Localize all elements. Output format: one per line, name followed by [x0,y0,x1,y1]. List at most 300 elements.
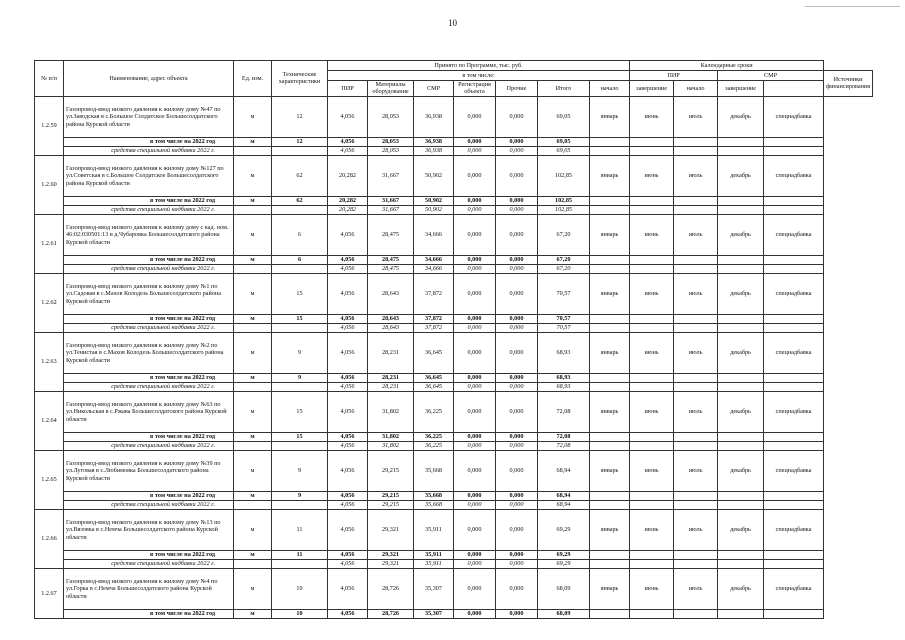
value-cell-src: спецнадбавка [764,214,824,255]
empty-cell [590,314,630,323]
col-unit-header: Ед. изм. [234,61,272,97]
empty-cell [590,146,630,155]
empty-cell [764,373,824,382]
value-cell-mat: 31,667 [368,155,414,196]
col-num-header: № п/п [35,61,64,97]
value-cell-other: 0,000 [496,509,538,550]
subtotal-row [35,491,873,500]
subtotal-other: 0,000 [496,373,538,382]
subtotal-total: 68,93 [538,373,590,382]
empty-cell [630,609,674,618]
value-cell-mat: 28,475 [368,214,414,255]
empty-cell [590,559,630,568]
empty-cell [674,500,718,509]
surcharge-pir: 4,056 [328,441,368,450]
value-cell-reg: 0,000 [454,214,496,255]
col-registration-header: Регистрация объекта [454,81,496,97]
subtotal-total: 70,57 [538,314,590,323]
subtotal-unit: м [234,609,272,618]
surcharge-reg: 0,000 [454,323,496,332]
surcharge-total: 67,20 [538,264,590,273]
subtotal-total: 68,09 [538,609,590,618]
empty-cell [674,196,718,205]
empty-cell [590,382,630,391]
subtotal-mat: 29,215 [368,491,414,500]
object-row [35,273,873,314]
value-cell-src: спецнадбавка [764,568,824,609]
subtotal-label: в том числе на 2022 год [64,550,234,559]
surcharge-other: 0,000 [496,382,538,391]
subtotal-qty: 9 [272,373,328,382]
empty-cell [674,255,718,264]
subtotal-reg: 0,000 [454,196,496,205]
empty-cell [630,255,674,264]
subtotal-pir: 4,056 [328,373,368,382]
empty-cell [590,323,630,332]
surcharge-other: 0,000 [496,264,538,273]
empty-cell [718,196,764,205]
empty-cell [590,550,630,559]
subtotal-unit: м [234,196,272,205]
empty-cell [630,559,674,568]
subtotal-unit: м [234,255,272,264]
surcharge-smr: 36,225 [414,441,454,450]
unit-cell: м [234,273,272,314]
surcharge-reg: 0,000 [454,146,496,155]
surcharge-row [35,264,873,273]
subtotal-total: 102,85 [538,196,590,205]
surcharge-reg: 0,000 [454,559,496,568]
value-cell-mat: 31,802 [368,391,414,432]
surcharge-mat: 31,802 [368,441,414,450]
empty-cell [590,264,630,273]
surcharge-label: средства специальной надбавки 2022 г. [64,559,234,568]
empty-cell [630,373,674,382]
empty-cell [674,441,718,450]
value-cell-s1: январь [590,391,630,432]
value-cell-smr: 36,645 [414,332,454,373]
value-cell-e1: июнь [630,214,674,255]
empty-cell [764,314,824,323]
surcharge-total: 69,29 [538,559,590,568]
surcharge-label: средства специальной надбавки 2022 г. [64,264,234,273]
value-cell-s1: январь [590,568,630,609]
subtotal-qty: 9 [272,491,328,500]
empty-cell [764,196,824,205]
value-cell-smr: 35,307 [414,568,454,609]
value-cell-s1: январь [590,509,630,550]
empty-cell [630,323,674,332]
quantity-cell: 9 [272,332,328,373]
header-row-1 [35,61,873,71]
object-row [35,96,873,137]
empty-cell [764,491,824,500]
subtotal-qty: 15 [272,314,328,323]
value-cell-smr: 34,666 [414,214,454,255]
empty-cell [674,314,718,323]
subtotal-other: 0,000 [496,550,538,559]
object-row [35,214,873,255]
empty-cell [764,550,824,559]
surcharge-pir: 4,056 [328,264,368,273]
empty-cell [272,441,328,450]
empty-cell [272,559,328,568]
subtotal-other: 0,000 [496,137,538,146]
empty-cell [674,323,718,332]
surcharge-total: 68,93 [538,382,590,391]
surcharge-total: 70,57 [538,323,590,332]
empty-cell [674,491,718,500]
object-row [35,391,873,432]
subtotal-unit: м [234,137,272,146]
surcharge-reg: 0,000 [454,382,496,391]
subtotal-row [35,137,873,146]
empty-cell [590,441,630,450]
value-cell-s2: июль [674,96,718,137]
surcharge-label: средства специальной надбавки 2022 г. [64,205,234,214]
value-cell-smr: 36,225 [414,391,454,432]
cal-smr-header: СМР [718,71,824,81]
object-name: Газопровод-ввод низкого давления к жилому дому №39 по ул.Луговая в с.Любимовка Большесолдатского района Курской области [64,450,234,491]
value-cell-src: спецнадбавка [764,509,824,550]
quantity-cell: 9 [272,450,328,491]
subtotal-smr: 37,872 [414,314,454,323]
row-number: 1.2.67 [35,568,64,618]
empty-cell [764,137,824,146]
value-cell-s2: июль [674,273,718,314]
empty-cell [590,373,630,382]
page-number: 10 [448,18,457,28]
value-cell-src: спецнадбавка [764,450,824,491]
surcharge-row [35,146,873,155]
subtotal-label: в том числе на 2022 год [64,255,234,264]
object-name: Газопровод-ввод низкого давления к жилому дому №47 по ул.Заводская в с.Большое Солдатское Большесолдатского района Курской области [64,96,234,137]
subtotal-qty: 10 [272,609,328,618]
value-cell-pir: 4,056 [328,273,368,314]
empty-cell [764,146,824,155]
subtotal-pir: 4,056 [328,432,368,441]
empty-cell [630,314,674,323]
value-cell-reg: 0,000 [454,155,496,196]
subtotal-smr: 35,668 [414,491,454,500]
value-cell-pir: 4,056 [328,509,368,550]
value-cell-mat: 29,215 [368,450,414,491]
surcharge-smr: 35,668 [414,500,454,509]
subtotal-other: 0,000 [496,196,538,205]
surcharge-mat: 28,231 [368,382,414,391]
col-tech-header: Технические характеристики [272,61,328,97]
empty-cell [674,609,718,618]
subtotal-unit: м [234,432,272,441]
subtotal-other: 0,000 [496,432,538,441]
value-cell-smr: 36,938 [414,96,454,137]
value-cell-smr: 35,911 [414,509,454,550]
value-cell-other: 0,000 [496,450,538,491]
value-cell-total: 69,29 [538,509,590,550]
value-cell-total: 102,85 [538,155,590,196]
surcharge-pir: 4,056 [328,146,368,155]
subtotal-pir: 4,056 [328,609,368,618]
surcharge-total: 68,94 [538,500,590,509]
value-cell-pir: 4,056 [328,450,368,491]
object-name: Газопровод-ввод низкого давления к жилому дому №63 по ул.Никольская в с.Ржава Большесолдатского района Курской области [64,391,234,432]
value-cell-s2: июль [674,214,718,255]
subtotal-mat: 28,053 [368,137,414,146]
object-name: Газопровод-ввод низкого давления к жилому дому №4 по ул.Горка в с.Немча Большесолдатского района Курской области [64,568,234,609]
empty-cell [718,432,764,441]
surcharge-other: 0,000 [496,441,538,450]
subtotal-pir: 20,282 [328,196,368,205]
value-cell-e2: декабрь [718,332,764,373]
subtotal-total: 67,20 [538,255,590,264]
value-cell-e2: декабрь [718,96,764,137]
subtotal-smr: 34,666 [414,255,454,264]
surcharge-smr: 34,666 [414,264,454,273]
subtotal-row [35,196,873,205]
empty-cell [234,264,272,273]
subtotal-qty: 62 [272,196,328,205]
value-cell-e2: декабрь [718,450,764,491]
empty-cell [764,205,824,214]
subtotal-reg: 0,000 [454,314,496,323]
value-cell-reg: 0,000 [454,332,496,373]
surcharge-row [35,559,873,568]
empty-cell [272,205,328,214]
value-cell-src: спецнадбавка [764,273,824,314]
subtotal-mat: 28,643 [368,314,414,323]
subtotal-row [35,373,873,382]
value-cell-src: спецнадбавка [764,96,824,137]
surcharge-mat: 28,053 [368,146,414,155]
empty-cell [590,609,630,618]
empty-cell [718,323,764,332]
value-cell-e2: декабрь [718,509,764,550]
value-cell-pir: 4,056 [328,96,368,137]
subtotal-total: 68,94 [538,491,590,500]
value-cell-e1: июнь [630,96,674,137]
row-number: 1.2.60 [35,155,64,214]
empty-cell [630,205,674,214]
value-cell-mat: 28,726 [368,568,414,609]
surcharge-reg: 0,000 [454,264,496,273]
object-row [35,450,873,491]
quantity-cell: 6 [272,214,328,255]
table-body [35,96,873,618]
quantity-cell: 62 [272,155,328,196]
subtotal-mat: 31,802 [368,432,414,441]
subtotal-mat: 29,321 [368,550,414,559]
value-cell-e1: июнь [630,332,674,373]
surcharge-row [35,205,873,214]
surcharge-pir: 4,056 [328,323,368,332]
empty-cell [674,205,718,214]
subtotal-pir: 4,056 [328,255,368,264]
subtotal-unit: м [234,550,272,559]
subtotal-row [35,314,873,323]
col-pir-header: ПИР [328,81,368,97]
subtotal-pir: 4,056 [328,491,368,500]
empty-cell [234,441,272,450]
empty-cell [718,559,764,568]
value-cell-s1: январь [590,332,630,373]
top-edge-rule [805,6,900,7]
value-cell-pir: 4,056 [328,391,368,432]
subtotal-total: 72,08 [538,432,590,441]
value-cell-s2: июль [674,155,718,196]
value-cell-pir: 4,056 [328,214,368,255]
empty-cell [718,314,764,323]
subtotal-unit: м [234,314,272,323]
subtotal-smr: 36,938 [414,137,454,146]
subtotal-smr: 36,225 [414,432,454,441]
value-cell-s2: июль [674,332,718,373]
subtotal-mat: 31,667 [368,196,414,205]
subtotal-row [35,432,873,441]
subtotal-label: в том числе на 2022 год [64,373,234,382]
empty-cell [674,432,718,441]
value-cell-e2: декабрь [718,273,764,314]
row-number: 1.2.66 [35,509,64,568]
subtotal-reg: 0,000 [454,550,496,559]
empty-cell [764,441,824,450]
subtotal-row [35,609,873,618]
surcharge-smr: 36,938 [414,146,454,155]
subtotal-label: в том числе на 2022 год [64,314,234,323]
empty-cell [234,500,272,509]
value-cell-total: 70,57 [538,273,590,314]
value-cell-other: 0,000 [496,96,538,137]
col-name-header: Наименование, адрес объекта [64,61,234,97]
empty-cell [764,559,824,568]
subtotal-reg: 0,000 [454,491,496,500]
subtotal-label: в том числе на 2022 год [64,609,234,618]
surcharge-row [35,441,873,450]
surcharge-row [35,500,873,509]
surcharge-mat: 28,475 [368,264,414,273]
value-cell-other: 0,000 [496,391,538,432]
empty-cell [718,137,764,146]
subtotal-other: 0,000 [496,491,538,500]
object-name: Газопровод-ввод низкого давления к жилому дому №13 по ул.Вязовка в с.Немча Большесолдатского района Курской области [64,509,234,550]
unit-cell: м [234,155,272,196]
empty-cell [234,382,272,391]
value-cell-s2: июль [674,568,718,609]
unit-cell: м [234,509,272,550]
value-cell-src: спецнадбавка [764,391,824,432]
empty-cell [764,432,824,441]
value-cell-reg: 0,000 [454,450,496,491]
value-cell-total: 68,09 [538,568,590,609]
surcharge-other: 0,000 [496,559,538,568]
object-name: Газопровод-ввод низкого давления к жилому дому №1 по ул.Садовая в с.Махов Колодезь Большесолдатского района Курской области [64,273,234,314]
subtotal-reg: 0,000 [454,432,496,441]
empty-cell [590,432,630,441]
row-number: 1.2.62 [35,273,64,332]
subtotal-qty: 15 [272,432,328,441]
subtotal-reg: 0,000 [454,137,496,146]
surcharge-smr: 36,645 [414,382,454,391]
value-cell-mat: 28,053 [368,96,414,137]
surcharge-pir: 4,056 [328,500,368,509]
value-cell-total: 67,20 [538,214,590,255]
empty-cell [590,255,630,264]
empty-cell [630,432,674,441]
empty-cell [272,323,328,332]
empty-cell [718,609,764,618]
value-cell-reg: 0,000 [454,391,496,432]
row-number: 1.2.61 [35,214,64,273]
surcharge-total: 72,08 [538,441,590,450]
empty-cell [718,382,764,391]
object-row [35,155,873,196]
subtotal-unit: м [234,491,272,500]
value-cell-reg: 0,000 [454,568,496,609]
col-smr-end-header: завершение [718,81,764,97]
subtotal-label: в том числе на 2022 год [64,432,234,441]
subtotal-smr: 35,911 [414,550,454,559]
surcharge-mat: 31,667 [368,205,414,214]
empty-cell [590,137,630,146]
value-cell-s2: июль [674,450,718,491]
empty-cell [718,441,764,450]
subtotal-smr: 50,902 [414,196,454,205]
value-cell-e1: июнь [630,391,674,432]
value-cell-s1: январь [590,450,630,491]
subtotal-pir: 4,056 [328,550,368,559]
surcharge-other: 0,000 [496,205,538,214]
empty-cell [674,146,718,155]
value-cell-e1: июнь [630,450,674,491]
value-cell-pir: 4,056 [328,568,368,609]
unit-cell: м [234,391,272,432]
object-row [35,568,873,609]
value-cell-s1: январь [590,96,630,137]
col-materials-header: Материалы оборудование [368,81,414,97]
surcharge-smr: 35,911 [414,559,454,568]
surcharge-pir: 4,056 [328,559,368,568]
value-cell-other: 0,000 [496,214,538,255]
unit-cell: м [234,214,272,255]
surcharge-total: 102,85 [538,205,590,214]
quantity-cell: 15 [272,391,328,432]
surcharge-reg: 0,000 [454,500,496,509]
surcharge-mat: 29,215 [368,500,414,509]
empty-cell [272,382,328,391]
subtotal-mat: 28,726 [368,609,414,618]
value-cell-total: 69,05 [538,96,590,137]
empty-cell [630,500,674,509]
value-cell-e1: июнь [630,509,674,550]
surcharge-label: средства специальной надбавки 2022 г. [64,500,234,509]
value-cell-s2: июль [674,509,718,550]
surcharge-reg: 0,000 [454,205,496,214]
subtotal-other: 0,000 [496,255,538,264]
quantity-cell: 12 [272,96,328,137]
empty-cell [590,500,630,509]
subtotal-total: 69,05 [538,137,590,146]
empty-cell [272,264,328,273]
empty-cell [718,255,764,264]
subtotal-reg: 0,000 [454,255,496,264]
col-pir-end-header: завершение [630,81,674,97]
object-name: Газопровод-ввод низкого давления к жилому дому №127 по ул.Советская в с.Большое Солдатское Большесолдатского района Курской области [64,155,234,196]
value-cell-total: 68,94 [538,450,590,491]
row-number: 1.2.64 [35,391,64,450]
empty-cell [630,196,674,205]
empty-cell [718,491,764,500]
subtotal-qty: 6 [272,255,328,264]
unit-cell: м [234,450,272,491]
